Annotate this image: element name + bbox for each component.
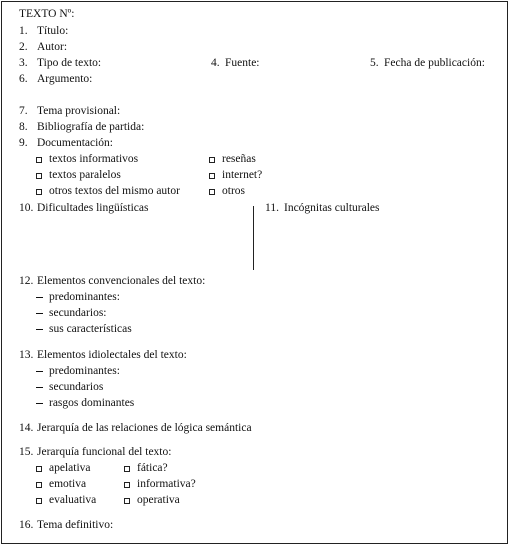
field-14-number: 14. <box>19 422 34 434</box>
field-15-label: Jerarquía funcional del texto: <box>37 446 172 458</box>
field-6-label: Argumento: <box>37 73 93 85</box>
option-apelativa: apelativa <box>49 462 91 474</box>
conventional-item-2: secundarios: <box>49 307 107 319</box>
option-informativa: informativa? <box>137 478 196 490</box>
field-13-label: Elementos idiolectales del texto: <box>37 349 187 361</box>
field-3-number: 3. <box>19 57 28 69</box>
checkbox-evaluativa[interactable] <box>36 498 42 504</box>
field-8-label: Bibliografía de partida: <box>37 121 145 133</box>
option-emotiva: emotiva <box>49 478 87 490</box>
dash-bullet <box>36 313 43 314</box>
field-7-number: 7. <box>19 105 28 117</box>
field-4-number: 4. <box>211 57 220 69</box>
option-operativa: operativa <box>137 494 180 506</box>
dash-bullet <box>36 329 43 330</box>
field-16-number: 16. <box>19 519 34 531</box>
field-2-number: 2. <box>19 41 28 53</box>
field-5-label: Fecha de publicación: <box>384 57 485 69</box>
field-12-number: 12. <box>19 275 34 287</box>
field-9-label: Documentación: <box>37 137 114 149</box>
dash-bullet <box>36 297 43 298</box>
checkbox-otros[interactable] <box>209 189 215 195</box>
field-15-number: 15. <box>19 446 34 458</box>
field-1-label: Título: <box>37 25 69 37</box>
field-5-number: 5. <box>370 57 379 69</box>
dash-bullet <box>36 387 43 388</box>
checkbox-internet[interactable] <box>209 173 215 179</box>
option-internet: internet? <box>222 169 263 181</box>
field-11-number: 11. <box>265 202 279 214</box>
field-1-number: 1. <box>19 25 28 37</box>
idiolectal-item-3: rasgos dominantes <box>49 397 135 409</box>
dash-bullet <box>36 403 43 404</box>
checkbox-otros-textos-autor[interactable] <box>36 189 42 195</box>
field-3-label: Tipo de texto: <box>37 57 102 69</box>
field-16-label: Tema definitivo: <box>37 519 114 531</box>
field-12-label: Elementos convencionales del texto: <box>37 275 206 287</box>
idiolectal-item-2: secundarios <box>49 381 104 393</box>
field-6-number: 6. <box>19 73 28 85</box>
field-2-label: Autor: <box>37 41 68 53</box>
field-10-label: Dificultades lingüísticas <box>37 202 149 214</box>
field-14-label: Jerarquía de las relaciones de lógica semántica <box>37 422 252 434</box>
form-header: TEXTO Nº: <box>19 8 75 20</box>
option-otros-textos-autor: otros textos del mismo autor <box>49 185 180 197</box>
option-fatica: fática? <box>137 462 168 474</box>
idiolectal-item-1: predominantes: <box>49 365 120 377</box>
field-11-label: Incógnitas culturales <box>284 202 380 214</box>
checkbox-resenas[interactable] <box>209 157 215 163</box>
option-otros: otros <box>222 185 245 197</box>
conventional-item-1: predominantes: <box>49 291 120 303</box>
column-divider <box>253 206 254 270</box>
field-8-number: 8. <box>19 121 28 133</box>
dash-bullet <box>36 371 43 372</box>
checkbox-textos-paralelos[interactable] <box>36 173 42 179</box>
checkbox-emotiva[interactable] <box>36 482 42 488</box>
field-4-label: Fuente: <box>225 57 260 69</box>
checkbox-textos-informativos[interactable] <box>36 157 42 163</box>
option-textos-informativos: textos informativos <box>49 153 139 165</box>
checkbox-apelativa[interactable] <box>36 466 42 472</box>
option-evaluativa: evaluativa <box>49 494 97 506</box>
option-textos-paralelos: textos paralelos <box>49 169 121 181</box>
checkbox-informativa[interactable] <box>124 482 130 488</box>
checkbox-fatica[interactable] <box>124 466 130 472</box>
option-resenas: reseñas <box>222 153 256 165</box>
field-7-label: Tema provisional: <box>37 105 121 117</box>
field-10-number: 10. <box>19 202 34 214</box>
conventional-item-3: sus características <box>49 323 132 335</box>
field-13-number: 13. <box>19 349 34 361</box>
field-9-number: 9. <box>19 137 28 149</box>
checkbox-operativa[interactable] <box>124 498 130 504</box>
